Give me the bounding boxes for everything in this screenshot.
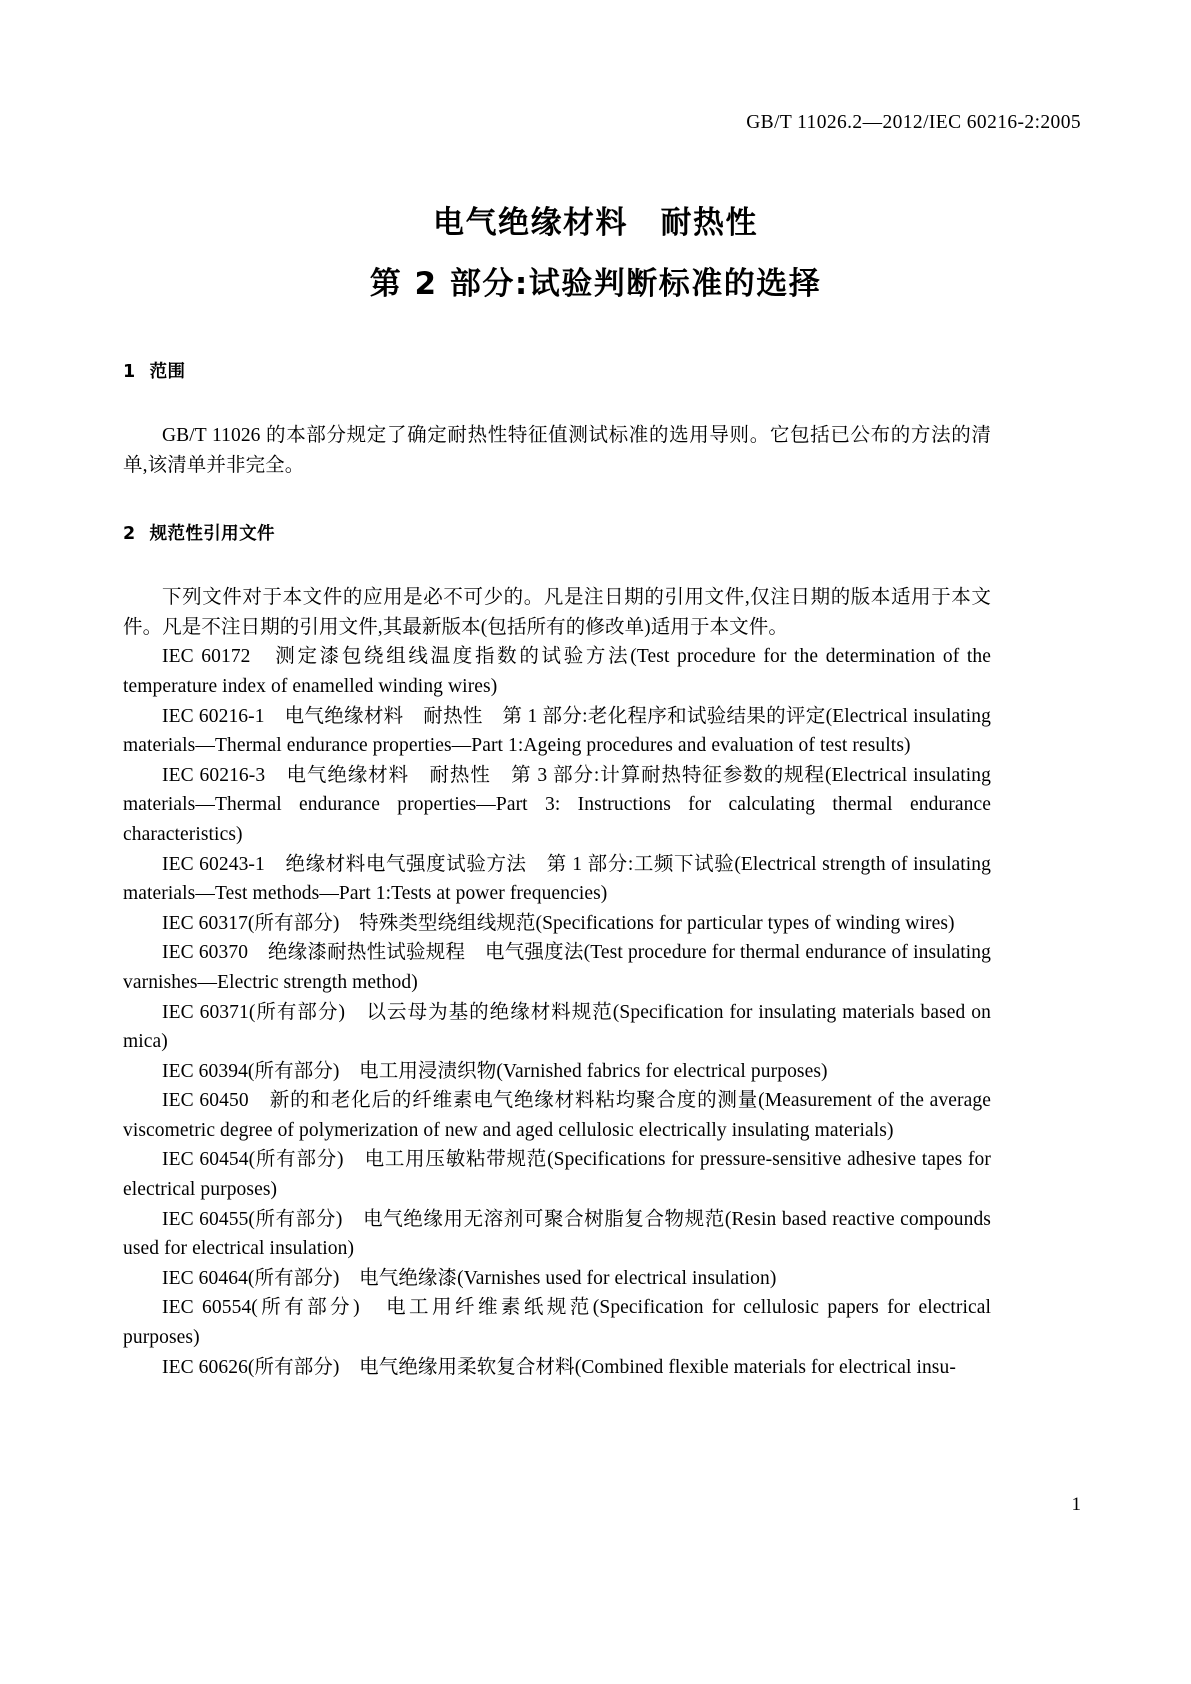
section-scope [123, 358, 991, 480]
list-item: IEC 60450 新的和老化后的纤维素电气绝缘材料粘均聚合度的测量(Measurement of the average viscometric degree of polymerization of new and aged cellulosic electrically insulating materials) [123, 1090, 991, 1141]
section-1-heading [123, 358, 991, 383]
list-item: IEC 60554(所有部分) 电工用纤维素纸规范(Specification for cellulosic papers for electrical purposes) [123, 1297, 991, 1349]
list-item: IEC 60216-3 电气绝缘材料 耐热性 第 3 部分:计算耐热特征参数的规程(Electrical insulating materials—Thermal endurance properties—Part 3: Instructions for calculating thermal endurance characteristics) [123, 764, 991, 845]
section-2-heading [123, 520, 991, 545]
section-normative-references [123, 520, 991, 1382]
document-title-part: 第 2 部分:试验判断标准的选择 [369, 265, 822, 302]
document-title-block [110, 200, 1081, 307]
list-item: IEC 60172 测定漆包绕组线温度指数的试验方法(Test procedure for the determination of the temperature index of enamelled winding wires) [123, 646, 991, 697]
list-item: IEC 60370 绝缘漆耐热性试验规程 电气强度法(Test procedure for thermal endurance of insulating varnishes—Electric strength method) [123, 942, 991, 993]
section-2-paragraph: 下列文件对于本文件的应用是必不可少的。凡是注日期的引用文件,仅注日期的版本适用于本文件。凡是不注日期的引用文件,其最新版本(包括所有的修改单)适用于本文件。 [123, 587, 991, 638]
section-1-paragraph: GB/T 11026 的本部分规定了确定耐热性特征值测试标准的选用导则。它包括已公布的方法的清单,该清单并非完全。 [123, 425, 991, 476]
list-item: IEC 60464(所有部分) 电气绝缘漆(Varnishes used for electrical insulation) [162, 1267, 777, 1289]
list-item: IEC 60394(所有部分) 电工用浸渍织物(Varnished fabrics for electrical purposes) [162, 1060, 828, 1082]
section-1-number: 1 [123, 362, 136, 382]
list-item: IEC 60455(所有部分) 电气绝缘用无溶剂可聚合树脂复合物规范(Resin based reactive compounds used for electrical insulation) [123, 1208, 991, 1260]
section-2-title: 规范性引用文件 [149, 524, 275, 545]
list-item: IEC 60216-1 电气绝缘材料 耐热性 第 1 部分:老化程序和试验结果的评定(Electrical insulating materials—Thermal endurance properties—Part 1:Ageing procedures and evaluation of test results) [123, 705, 991, 757]
spacer [123, 545, 991, 583]
section-2-number: 2 [123, 524, 136, 545]
spacer [123, 480, 991, 520]
list-item: IEC 60317(所有部分) 特殊类型绕组线规范(Specifications for particular types of winding wires) [162, 912, 955, 934]
list-item: IEC 60243-1 绝缘材料电气强度试验方法 第 1 部分:工频下试验(Electrical strength of insulating materials—Test methods—Part 1:Tests at power frequencies) [123, 853, 991, 905]
document-title-main: 电气绝缘材料 耐热性 [433, 205, 758, 241]
normative-reference-list [123, 642, 991, 1382]
list-item: IEC 60371(所有部分) 以云母为基的绝缘材料规范(Specification for insulating materials based on mica) [123, 1001, 991, 1053]
list-item: IEC 60454(所有部分) 电工用压敏粘带规范(Specifications for pressure-sensitive adhesive tapes for electrical purposes) [123, 1149, 991, 1201]
page-number: 1 [1071, 1494, 1081, 1515]
spacer [123, 383, 991, 421]
running-header-standard-code: GB/T 11026.2—2012/IEC 60216-2:2005 [746, 112, 1081, 133]
document-body [123, 358, 991, 1382]
list-item: IEC 60626(所有部分) 电气绝缘用柔软复合材料(Combined flexible materials for electrical insu- [162, 1356, 956, 1378]
section-1-title: 范围 [149, 362, 186, 382]
